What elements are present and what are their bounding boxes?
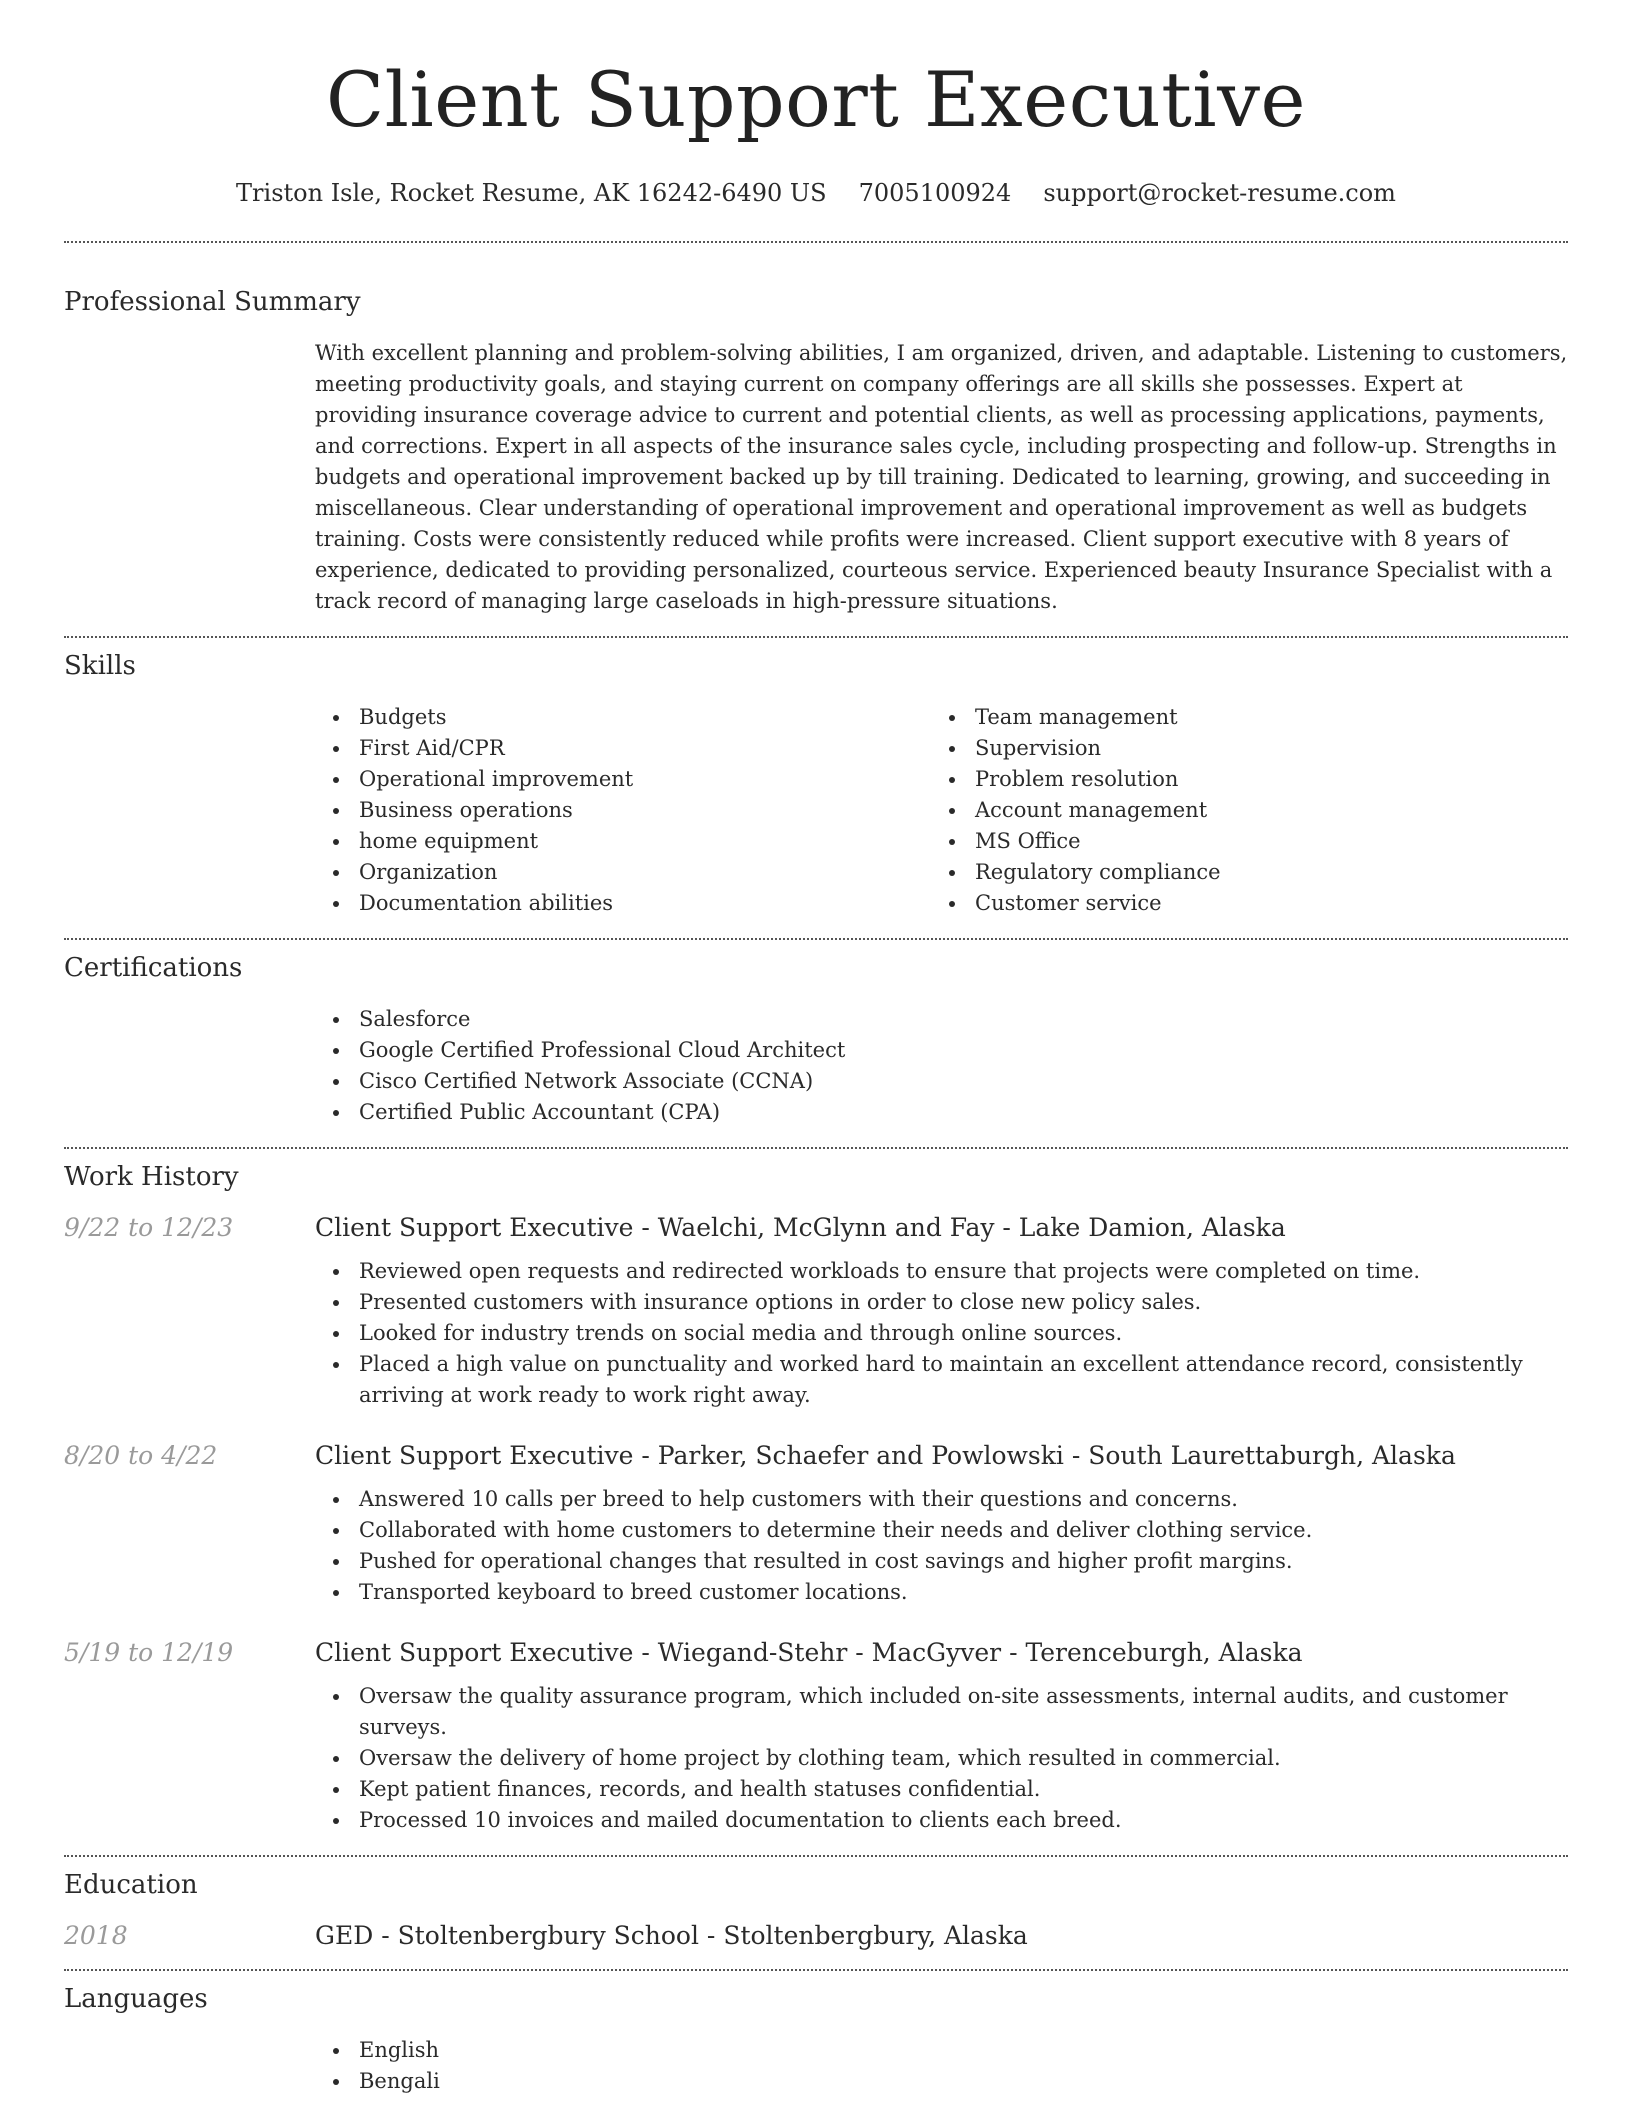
job-bullet: Transported keyboard to breed customer locations.: [359, 1577, 1568, 1608]
section-title-education: Education: [64, 1870, 198, 1900]
section-title-certifications: Certifications: [64, 953, 243, 983]
skill-item: Organization: [359, 857, 931, 888]
job-bullets: [315, 1484, 1568, 1608]
education-section: [64, 1857, 1568, 1950]
job-bullet: Oversaw the delivery of home project by clothing team, which resulted in commercial.: [359, 1743, 1568, 1774]
contact-phone: 7005100924: [858, 179, 1012, 207]
skill-item: Account management: [975, 795, 1547, 826]
job-dates: 9/22 to 12/23: [64, 1213, 234, 1242]
skill-item: MS Office: [975, 826, 1547, 857]
contact-email: support@rocket-resume.com: [1043, 179, 1396, 207]
certification-item: Cisco Certified Network Associate (CCNA): [359, 1066, 1568, 1097]
certification-item: Google Certified Professional Cloud Architect: [359, 1035, 1568, 1066]
job-dates: 5/19 to 12/19: [64, 1638, 234, 1667]
job-entry: [64, 1441, 1568, 1608]
job-bullet: Looked for industry trends on social media and through online sources.: [359, 1318, 1568, 1349]
certifications-list: [315, 1004, 1568, 1128]
skill-item: Problem resolution: [975, 764, 1547, 795]
job-bullet: Pushed for operational changes that resulted in cost savings and higher profit margins.: [359, 1546, 1568, 1577]
job-entry: [64, 1213, 1568, 1411]
job-bullets: [315, 1256, 1568, 1411]
skills-section: [64, 638, 1568, 919]
skills-list-right: [931, 702, 1547, 919]
language-item: English: [359, 2035, 1568, 2066]
job-bullet: Kept patient finances, records, and health statuses confidential.: [359, 1774, 1568, 1805]
job-bullets: [315, 1681, 1568, 1836]
skill-item: First Aid/CPR: [359, 733, 931, 764]
job-bullet: Reviewed open requests and redirected workloads to ensure that projects were completed on time.: [359, 1256, 1568, 1287]
education-year: 2018: [64, 1921, 128, 1950]
job-heading: Client Support Executive - Waelchi, McGlynn and Fay - Lake Damion, Alaska: [315, 1213, 1286, 1242]
job-heading: Client Support Executive - Wiegand-Stehr - MacGyver - Terenceburgh, Alaska: [315, 1638, 1303, 1667]
certification-item: Salesforce: [359, 1004, 1568, 1035]
skill-item: Regulatory compliance: [975, 857, 1547, 888]
certifications-section: [64, 940, 1568, 1128]
languages-section: [64, 1971, 1568, 2097]
education-heading: GED - Stoltenbergbury School - Stoltenbergbury, Alaska: [315, 1921, 1028, 1950]
skill-item: Documentation abilities: [359, 888, 931, 919]
contact-line: [64, 178, 1568, 208]
skill-item: Budgets: [359, 702, 931, 733]
summary-section: [64, 243, 1568, 617]
job-heading: Client Support Executive - Parker, Schaefer and Powlowski - South Laurettaburgh, Alaska: [315, 1441, 1456, 1470]
work-history-section: [64, 1149, 1568, 1836]
certification-item: Certified Public Accountant (CPA): [359, 1097, 1568, 1128]
skill-item: Supervision: [975, 733, 1547, 764]
languages-list: [315, 2035, 1568, 2097]
job-bullet: Processed 10 invoices and mailed documentation to clients each breed.: [359, 1805, 1568, 1836]
skill-item: Customer service: [975, 888, 1547, 919]
job-dates: 8/20 to 4/22: [64, 1441, 218, 1470]
section-title-skills: Skills: [64, 651, 136, 681]
job-bullet: Oversaw the quality assurance program, which included on-site assessments, internal audits, and customer surveys.: [359, 1681, 1568, 1743]
job-bullet: Placed a high value on punctuality and worked hard to maintain an excellent attendance record, consistently arriving at work ready to work right away.: [359, 1349, 1568, 1411]
skills-list-left: [315, 702, 931, 919]
job-bullet: Answered 10 calls per breed to help customers with their questions and concerns.: [359, 1484, 1568, 1515]
language-item: Bengali: [359, 2066, 1568, 2097]
skill-item: home equipment: [359, 826, 931, 857]
job-entry: [64, 1638, 1568, 1836]
skill-item: Business operations: [359, 795, 931, 826]
skill-item: Operational improvement: [359, 764, 931, 795]
section-title-summary: Professional Summary: [64, 287, 361, 317]
resume-name: Client Support Executive: [325, 55, 1307, 144]
skill-item: Team management: [975, 702, 1547, 733]
resume-page: [64, 0, 1568, 2097]
job-bullet: Presented customers with insurance options in order to close new policy sales.: [359, 1287, 1568, 1318]
summary-text: With excellent planning and problem-solving abilities, I am organized, driven, and adaptable. Listening to customers, meeting productivity goals, and staying current on company offerings are all skills she possesses. Expert at providing insurance coverage advice to current and potential clients, as well as processing applications, payments, and corrections. Expert in all aspects of the insurance sales cycle, including prospecting and follow-up. Strengths in budgets and operational improvement backed up by till training. Dedicated to learning, growing, and succeeding in miscellaneous. Clear understanding of operational improvement and operational improvement as well as budgets training. Costs were consistently reduced while profits were increased. Client support executive with 8 years of experience, dedicated to providing personalized, courteous service. Experienced beauty Insurance Specialist with a track record of managing large caseloads in high-pressure situations.: [315, 341, 1568, 613]
section-title-work-history: Work History: [64, 1162, 239, 1192]
section-title-languages: Languages: [64, 1984, 208, 2014]
contact-address: Triston Isle, Rocket Resume, AK 16242-6490 US: [236, 179, 827, 207]
job-bullet: Collaborated with home customers to determine their needs and deliver clothing service.: [359, 1515, 1568, 1546]
